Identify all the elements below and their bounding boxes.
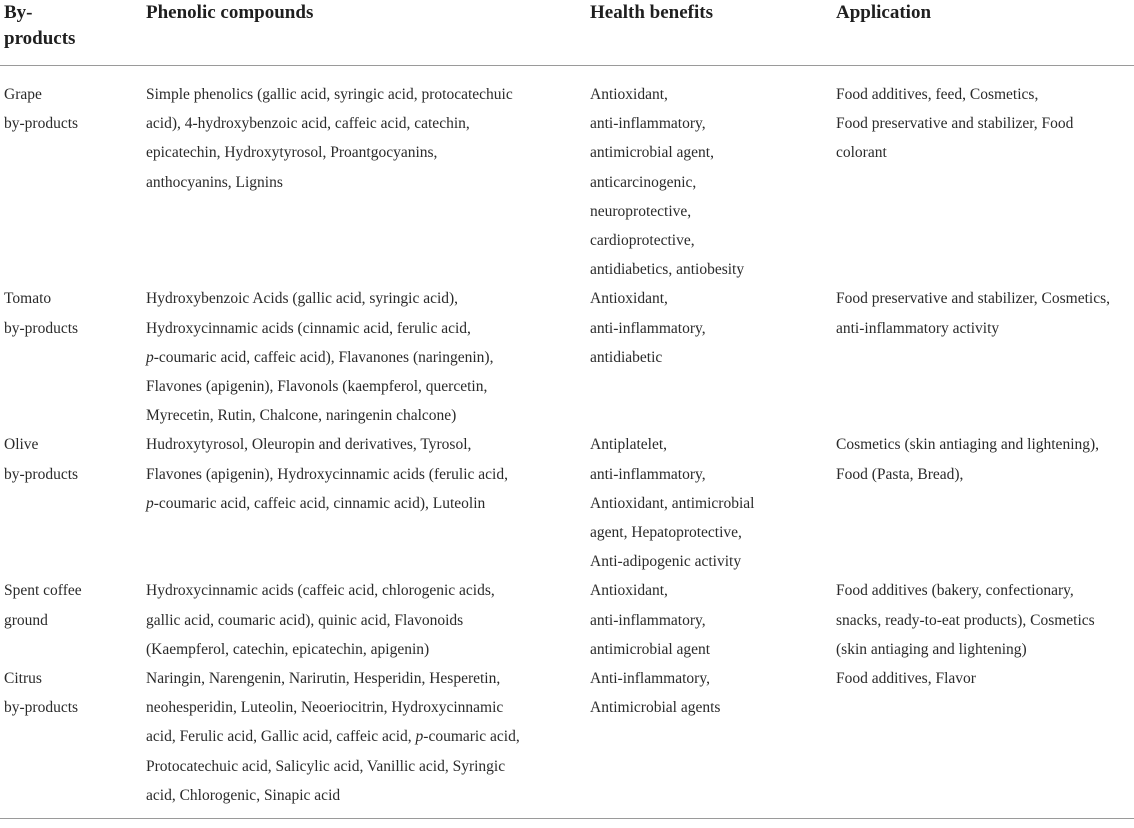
cell-health-benefits-line: Antimicrobial agents <box>590 699 721 717</box>
cell-byproduct <box>0 66 142 285</box>
cell-application-line: Food preservative and stabilizer, Cosmetics, <box>836 290 1111 308</box>
table-row <box>0 284 1134 430</box>
cell-health-benefits <box>586 66 832 285</box>
header-byproducts-line: By- <box>4 2 33 23</box>
cell-application <box>832 664 1134 819</box>
cell-byproduct-line: by-products <box>4 319 79 337</box>
cell-phenolic-compounds-line: gallic acid, coumaric acid), quinic acid, Flavonoids <box>146 611 464 629</box>
cell-byproduct <box>0 430 142 576</box>
table-row <box>0 430 1134 576</box>
table-row <box>0 576 1134 664</box>
header-byproducts-line: products <box>4 28 76 49</box>
cell-phenolic-compounds <box>142 664 586 819</box>
cell-health-benefits-line: Antioxidant, <box>590 290 668 308</box>
italic-prefix: p <box>146 494 154 512</box>
cell-health-benefits-line: antidiabetics, antiobesity <box>590 261 745 279</box>
cell-phenolic-compounds-line: Hydroxycinnamic acids (cinnamic acid, ferulic acid, <box>146 319 471 337</box>
cell-byproduct-line: Grape <box>4 86 42 103</box>
cell-health-benefits-line: anti-inflammatory, <box>590 115 706 133</box>
cell-phenolic-compounds-line: p-coumaric acid, caffeic acid, cinnamic acid), Luteolin <box>146 494 486 512</box>
cell-application <box>832 430 1134 576</box>
cell-phenolic-compounds-line: neohesperidin, Luteolin, Neoeriocitrin, Hydroxycinnamic <box>146 699 504 717</box>
cell-phenolic-compounds-line: Flavones (apigenin), Hydroxycinnamic acids (ferulic acid, <box>146 465 508 483</box>
cell-phenolic-compounds-line: acid), 4-hydroxybenzoic acid, caffeic acid, catechin, <box>146 115 470 133</box>
cell-application-line: (skin antiaging and lightening) <box>836 640 1027 658</box>
cell-phenolic-compounds-line: p-coumaric acid, caffeic acid), Flavanones (naringenin), <box>146 348 494 366</box>
cell-phenolic-compounds-line: Simple phenolics (gallic acid, syringic acid, protocatechuic <box>146 86 513 103</box>
cell-health-benefits-line: anti-inflammatory, <box>590 611 706 629</box>
cell-application-line: snacks, ready-to-eat products), Cosmetics <box>836 611 1095 629</box>
cell-phenolic-compounds <box>142 430 586 576</box>
cell-health-benefits <box>586 576 832 664</box>
cell-application-line: Food additives, Flavor <box>836 670 976 688</box>
cell-byproduct <box>0 664 142 819</box>
cell-byproduct-line: Olive <box>4 436 39 454</box>
cell-phenolic-compounds-line: acid, Ferulic acid, Gallic acid, caffeic acid, p-coumaric acid, <box>146 728 520 746</box>
cell-phenolic-compounds-line: Myrecetin, Rutin, Chalcone, naringenin chalcone) <box>146 407 457 425</box>
cell-byproduct-line: ground <box>4 611 48 629</box>
cell-health-benefits-line: Antiplatelet, <box>590 436 668 454</box>
cell-byproduct-line: by-products <box>4 115 79 133</box>
cell-health-benefits <box>586 664 832 819</box>
cell-health-benefits-line: Anti-inflammatory, <box>590 670 710 688</box>
cell-health-benefits-line: anticarcinogenic, <box>590 173 697 191</box>
header-phenolic-compounds <box>142 0 586 66</box>
header-byproducts <box>0 0 142 66</box>
cell-application <box>832 66 1134 285</box>
cell-application-line: Food additives, feed, Cosmetics, <box>836 86 1039 103</box>
header-health-line: Health benefits <box>590 2 713 23</box>
cell-phenolic-compounds-line: Hydroxybenzoic Acids (gallic acid, syringic acid), <box>146 290 459 308</box>
cell-application-line: Cosmetics (skin antiaging and lightening), <box>836 436 1100 454</box>
header-row <box>0 0 1134 66</box>
italic-prefix: p <box>146 348 154 366</box>
cell-health-benefits <box>586 430 832 576</box>
cell-byproduct <box>0 284 142 430</box>
cell-health-benefits-line: neuroprotective, <box>590 202 692 220</box>
table-row <box>0 66 1134 285</box>
cell-health-benefits-line: antimicrobial agent <box>590 640 711 658</box>
cell-phenolic-compounds-line: Protocatechuic acid, Salicylic acid, Vanillic acid, Syringic <box>146 757 506 775</box>
cell-byproduct-line: Spent coffee <box>4 582 82 600</box>
header-health-benefits <box>586 0 832 66</box>
cell-byproduct-line: by-products <box>4 699 79 717</box>
cell-phenolic-compounds-line: Hudroxytyrosol, Oleuropin and derivatives, Tyrosol, <box>146 436 472 454</box>
cell-phenolic-compounds-line: acid, Chlorogenic, Sinapic acid <box>146 786 341 804</box>
cell-health-benefits-line: Anti-adipogenic activity <box>590 553 742 571</box>
cell-application-line: Food preservative and stabilizer, Food <box>836 115 1074 133</box>
cell-phenolic-compounds-line: Flavones (apigenin), Flavonols (kaempferol, quercetin, <box>146 378 488 396</box>
table-row <box>0 664 1134 819</box>
cell-phenolic-compounds-line: (Kaempferol, catechin, epicatechin, apigenin) <box>146 640 430 658</box>
cell-health-benefits-line: agent, Hepatoprotective, <box>590 524 742 542</box>
header-application-line: Application <box>836 2 932 23</box>
cell-health-benefits-line: Antioxidant, antimicrobial <box>590 494 755 512</box>
cell-phenolic-compounds-line: Naringin, Narengenin, Narirutin, Hesperidin, Hesperetin, <box>146 670 501 688</box>
cell-phenolic-compounds <box>142 576 586 664</box>
cell-health-benefits-line: Antioxidant, <box>590 582 668 600</box>
cell-byproduct-line: by-products <box>4 465 79 483</box>
cell-byproduct-line: Citrus <box>4 670 42 688</box>
cell-health-benefits-line: Antioxidant, <box>590 86 668 103</box>
table-header <box>0 0 1134 66</box>
cell-application-line: anti-inflammatory activity <box>836 319 1000 337</box>
cell-health-benefits-line: antidiabetic <box>590 348 663 366</box>
cell-health-benefits-line: cardioprotective, <box>590 232 695 250</box>
cell-phenolic-compounds-line: anthocyanins, Lignins <box>146 173 283 191</box>
cell-application-line: Food (Pasta, Bread), <box>836 465 964 483</box>
cell-health-benefits-line: anti-inflammatory, <box>590 319 706 337</box>
cell-application <box>832 284 1134 430</box>
cell-application <box>832 576 1134 664</box>
cell-byproduct-line: Tomato <box>4 290 52 308</box>
cell-health-benefits-line: anti-inflammatory, <box>590 465 706 483</box>
header-phenolic-line: Phenolic compounds <box>146 2 314 23</box>
cell-phenolic-compounds-line: epicatechin, Hydroxytyrosol, Proantgocyanins, <box>146 144 438 162</box>
cell-byproduct <box>0 576 142 664</box>
cell-phenolic-compounds <box>142 284 586 430</box>
cell-health-benefits-line: antimicrobial agent, <box>590 144 714 162</box>
table-body <box>0 66 1134 819</box>
cell-application-line: Food additives (bakery, confectionary, <box>836 582 1074 600</box>
cell-application-line: colorant <box>836 144 887 162</box>
header-application <box>832 0 1134 66</box>
italic-prefix: p <box>415 728 424 746</box>
cell-phenolic-compounds-line: Hydroxycinnamic acids (caffeic acid, chlorogenic acids, <box>146 582 495 600</box>
cell-phenolic-compounds <box>142 66 586 285</box>
cell-health-benefits <box>586 284 832 430</box>
